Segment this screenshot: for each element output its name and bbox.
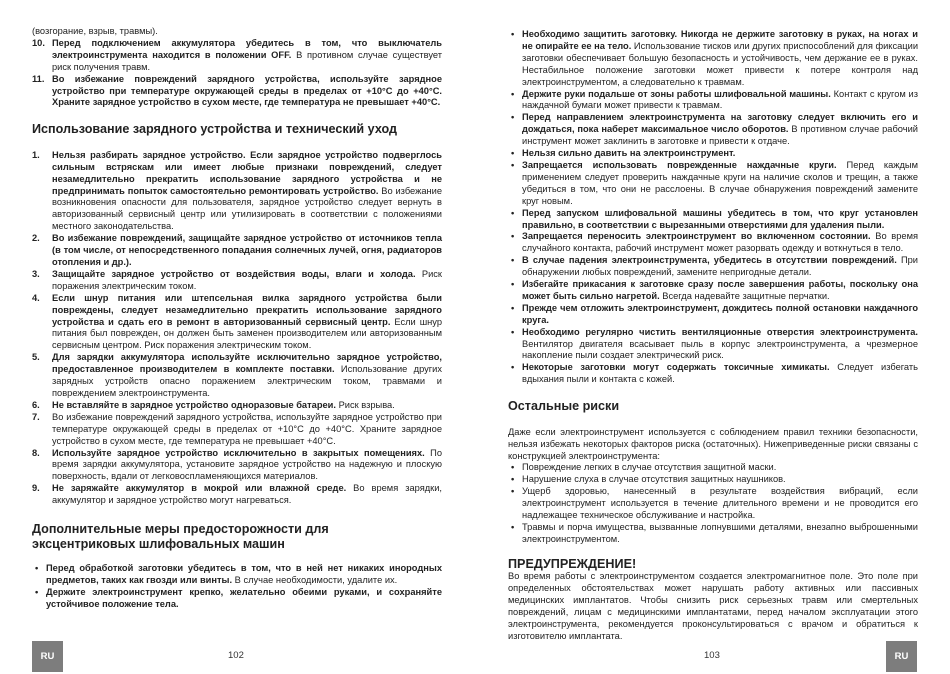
left-page	[32, 26, 442, 611]
item-bold-text: Для зарядки аккумулятора используйте исключительно зарядное устройство, предоставленное производителем в комплекте поставки.	[52, 352, 442, 375]
bullet-item	[508, 303, 918, 327]
bullet-item	[508, 112, 918, 148]
item-text: Риск поражения электрическим током.	[52, 268, 443, 291]
item-bold-text: Необходимо регулярно чистить вентиляционные отверстия электроинструмента.	[522, 326, 918, 337]
item-bold-text: Нельзя разбирать зарядное устройство. Если зарядное устройство подверглось сильным встряскам или имеет любые признаки повреждений, следует незамедлительно прекратить использование зарядного устройства и не предпринимать попыток самостоятельно ремонтировать устройство.	[52, 149, 442, 196]
item-bold-text: Перед направлением электроинструмента на заготовку следует включить его и дождаться, пока наберет максимальное число оборотов.	[522, 112, 918, 135]
item-bold-text: Перед обработкой заготовки убедитесь в том, что в ней нет никаких инородных предметов, таких как гвозди или винты.	[46, 563, 442, 585]
item-text: Контакт с кругом из наждачной бумаги может привести к травмам.	[522, 88, 918, 111]
item-text: Во избежание возникновения опасности для пользователя, зарядное устройство следует вернуть в авторизованный сервисный центр или утилизировать в соответствии с положениями местного законодательства.	[52, 185, 442, 232]
item-text: В случае необходимости, удалите их.	[232, 574, 398, 585]
bullet-item	[508, 362, 918, 386]
bullet-item: • Ущерб здоровью, нанесенный в результате воздействия вибраций, если электроинструмент используется в течение длительного времени и не проводится его надлежащее техническое обслуживание и настройка.	[508, 486, 918, 522]
item-text: Перед каждым применением следует проверить наждачные круги на наличие сколов и трещин, а также убедиться в том, что они не расслоены. В случае обнаружения повреждений замените круг новым.	[522, 159, 919, 206]
item-text: Следует избегать вдыхания пыли и контакта с кожей.	[522, 362, 919, 385]
item-bold-text: Защищайте зарядное устройство от воздействия воды, влаги и холода.	[52, 268, 416, 279]
item-text: При обнаружении любых повреждений, замените непригодные детали.	[522, 255, 918, 278]
item-number: 8.	[32, 447, 40, 458]
bullet-item	[508, 255, 918, 279]
additional-bullet-list	[32, 563, 442, 611]
charger-numbered-list	[32, 150, 442, 507]
item-bold-text: Прежде чем отложить электроинструмент, дождитесь полной остановки наждачного круга.	[522, 302, 918, 325]
item-number: 4.	[32, 292, 40, 303]
numbered-item	[32, 352, 442, 400]
risks-intro: Даже если электроинструмент используется с соблюдением правил техники безопасности, нельзя избежать некоторых факторов риска (остаточных). Нижеприведенные риски связаны с конструкцией электроинструмента:	[508, 426, 918, 461]
item-bold-text: Если шнур питания или штепсельная вилка зарядного устройства были повреждены, следует незамедлительно прекратить использование зарядного устройства и сдать его в ремонт в авторизованный сервисный центр.	[52, 292, 442, 327]
item-number: 11.	[32, 73, 45, 84]
right-page	[508, 29, 918, 643]
item-number: 1.	[32, 149, 40, 160]
page-number-right: 103	[704, 650, 720, 661]
bullet-item	[508, 160, 918, 208]
item-bold-text: Избегайте прикасания к заготовке сразу после завершения работы, поскольку она может быть сильно нагретой.	[522, 279, 918, 301]
item-text: Риск взрыва.	[335, 399, 395, 410]
item-text: Всегда надевайте защитные перчатки.	[659, 290, 830, 301]
item-bold-text: Запрещается переносить электроинструмент во включенном состоянии.	[522, 231, 871, 242]
item-number: 10.	[32, 37, 45, 48]
numbered-item	[32, 74, 442, 110]
bullet-item: • Нарушение слуха в случае отсутствия защитных наушников.	[508, 474, 918, 486]
item-text: В противном случае рабочий инструмент может заклинить в заготовке и привести к отдаче.	[522, 124, 919, 147]
item-text: Если шнур питания был поврежден, он должен быть заменен производителем или авторизованным сервисным центром. Риск поражения электрическим током.	[52, 316, 442, 351]
numbered-item	[32, 293, 442, 353]
section-title-risks: Остальные риски	[508, 399, 620, 414]
section-title-additional: Дополнительные меры предосторожности для эксцентриковых шлифовальных машин	[32, 522, 329, 551]
item-number: 5.	[32, 352, 40, 363]
lang-tag-left: RU	[32, 641, 63, 672]
bullet-item	[508, 29, 918, 89]
item-bold-text: Держите электроинструмент крепко, желательно обеими руками, и сохраняйте устойчивое положение тела.	[46, 586, 442, 609]
item-bold-text: Держите руки подальше от зоны работы шлифовальной машины.	[522, 88, 831, 99]
lang-tag-right: RU	[886, 641, 917, 672]
bullet-item	[508, 208, 918, 232]
numbered-item	[32, 400, 442, 412]
bullet-item: • Травмы и порча имущества, вызванные лопнувшими деталями, внезапно выброшенными электроинструментом.	[508, 522, 918, 546]
item-bold-text: Запрещается использовать поврежденные наждачные круги.	[522, 159, 837, 170]
item-text: В противном случае существует риск получения травм.	[52, 49, 442, 72]
numbered-item	[32, 483, 442, 507]
safety-bullet-list	[508, 29, 918, 386]
item-text: По время зарядки аккумулятора, установите зарядное устройство на надежную и плоскую поверхность, вдали от легковоспламеняющихся материалов.	[52, 447, 443, 482]
section-title-charger: Использование зарядного устройства и технический уход	[32, 122, 398, 137]
item-bold-text: Перед запуском шлифовальной машины убедитесь в том, что круг установлен правильно, в соответствии с вырезанными отверстиями для удаления пыли.	[522, 207, 918, 230]
bullet-item	[508, 89, 918, 113]
numbered-item	[32, 412, 442, 448]
item-bold-text: Некоторые заготовки могут содержать токсичные химикаты.	[522, 362, 830, 373]
bullet-item	[508, 148, 918, 160]
item-text: Вентилятор двигателя всасывает пыль в корпус электроинструмента, а чрезмерное накопление пыли создает электрический риск.	[522, 338, 918, 361]
numbered-item	[32, 233, 442, 269]
item-number: 2.	[32, 233, 40, 244]
item-bold-text: Не вставляйте в зарядное устройство одноразовые батареи.	[52, 399, 336, 410]
intro-line: (возгорание, взрыв, травмы).	[32, 26, 158, 36]
item-bold-text: Во избежание повреждений зарядного устройства, используйте зарядное устройство при температуре окружающей среды в пределах от +10°С до +40°С. Храните зарядное устройство в сухом месте, где температура не превышает +40°С.	[52, 73, 442, 108]
item-bold-text: Используйте зарядное устройство исключительно в закрытых помещениях.	[52, 447, 425, 458]
item-text: Во время случайного контакта, рабочий инструмент может разорвать одежду и воткнуться в тело.	[522, 231, 918, 254]
item-text: Во избежание повреждений зарядного устройства, используйте зарядное устройство при температуре окружающей среды в пределах от +10°С до +40°С. Храните зарядное устройство в сухом месте, где температура не превышает +40°С.	[52, 411, 442, 446]
item-number: 6.	[32, 399, 40, 410]
item-number: 3.	[32, 268, 40, 279]
bullet-item	[32, 587, 442, 611]
item-bold-text: Необходимо защитить заготовку. Никогда не держите заготовку в руках, на ногах и не опирайте ее на тело.	[522, 29, 918, 51]
item-number: 7.	[32, 411, 40, 422]
item-bold-text: Не заряжайте аккумулятор в мокрой или влажной среде.	[52, 483, 347, 494]
bullet-item	[508, 231, 918, 255]
risks-bullet-list	[508, 462, 918, 545]
numbered-item	[32, 448, 442, 484]
item-number: 9.	[32, 483, 40, 494]
numbered-item	[32, 150, 442, 233]
top-numbered-list	[32, 38, 442, 109]
bullet-item	[508, 279, 918, 303]
bullet-item: • Повреждение легких в случае отсутствия защитной маски.	[508, 462, 918, 474]
item-bold-text: Перед подключением аккумулятора убедитесь в том, что выключатель электроинструмента находится в положении OFF.	[52, 37, 442, 60]
item-bold-text: В случае падения электроинструмента, убедитесь в отсутствии повреждений.	[522, 255, 897, 266]
bullet-item	[32, 563, 442, 587]
bullet-item	[508, 327, 918, 363]
item-bold-text: Нельзя сильно давить на электроинструмент.	[522, 148, 736, 159]
numbered-item	[32, 38, 442, 74]
warning-title: ПРЕДУПРЕЖДЕНИЕ!	[508, 556, 637, 571]
item-text: Использование других зарядных устройств опасно поражением электрическим током, травмами и повреждением электроинструмента.	[52, 364, 443, 398]
item-text: Во время зарядки, аккумулятор и зарядное устройство могут нагреваться.	[52, 483, 442, 506]
item-bold-text: Во избежание повреждений, защищайте зарядное устройство от источников тепла (в том числе, от непосредственного попадания солнечных лучей, огня, радиаторов отопления и др.).	[52, 233, 442, 267]
page-number-left: 102	[228, 650, 244, 661]
numbered-item	[32, 269, 442, 293]
item-text: Использование тисков или других приспособлений для фиксации заготовки обеспечивает большую безопасность и устойчивость, чем держание ее в руках. Нестабильное положение заготовки может привести к потере контроля над электроинструментом, а следовательно к травмам.	[522, 40, 919, 87]
warning-text: Во время работы с электроинструментом создается электромагнитное поле. Это поле при определенных обстоятельствах может нарушать работу активных или пассивных медицинских имплантатов. Чтобы снизить риск серьезных травм или смертельных повреждений, лицам с медицинскими имплантатами, перед началом эксплуатации этого электроинструмента, рекомендуется проконсультироваться с врачом и обратиться к изготовителю имплантата.	[508, 571, 918, 641]
